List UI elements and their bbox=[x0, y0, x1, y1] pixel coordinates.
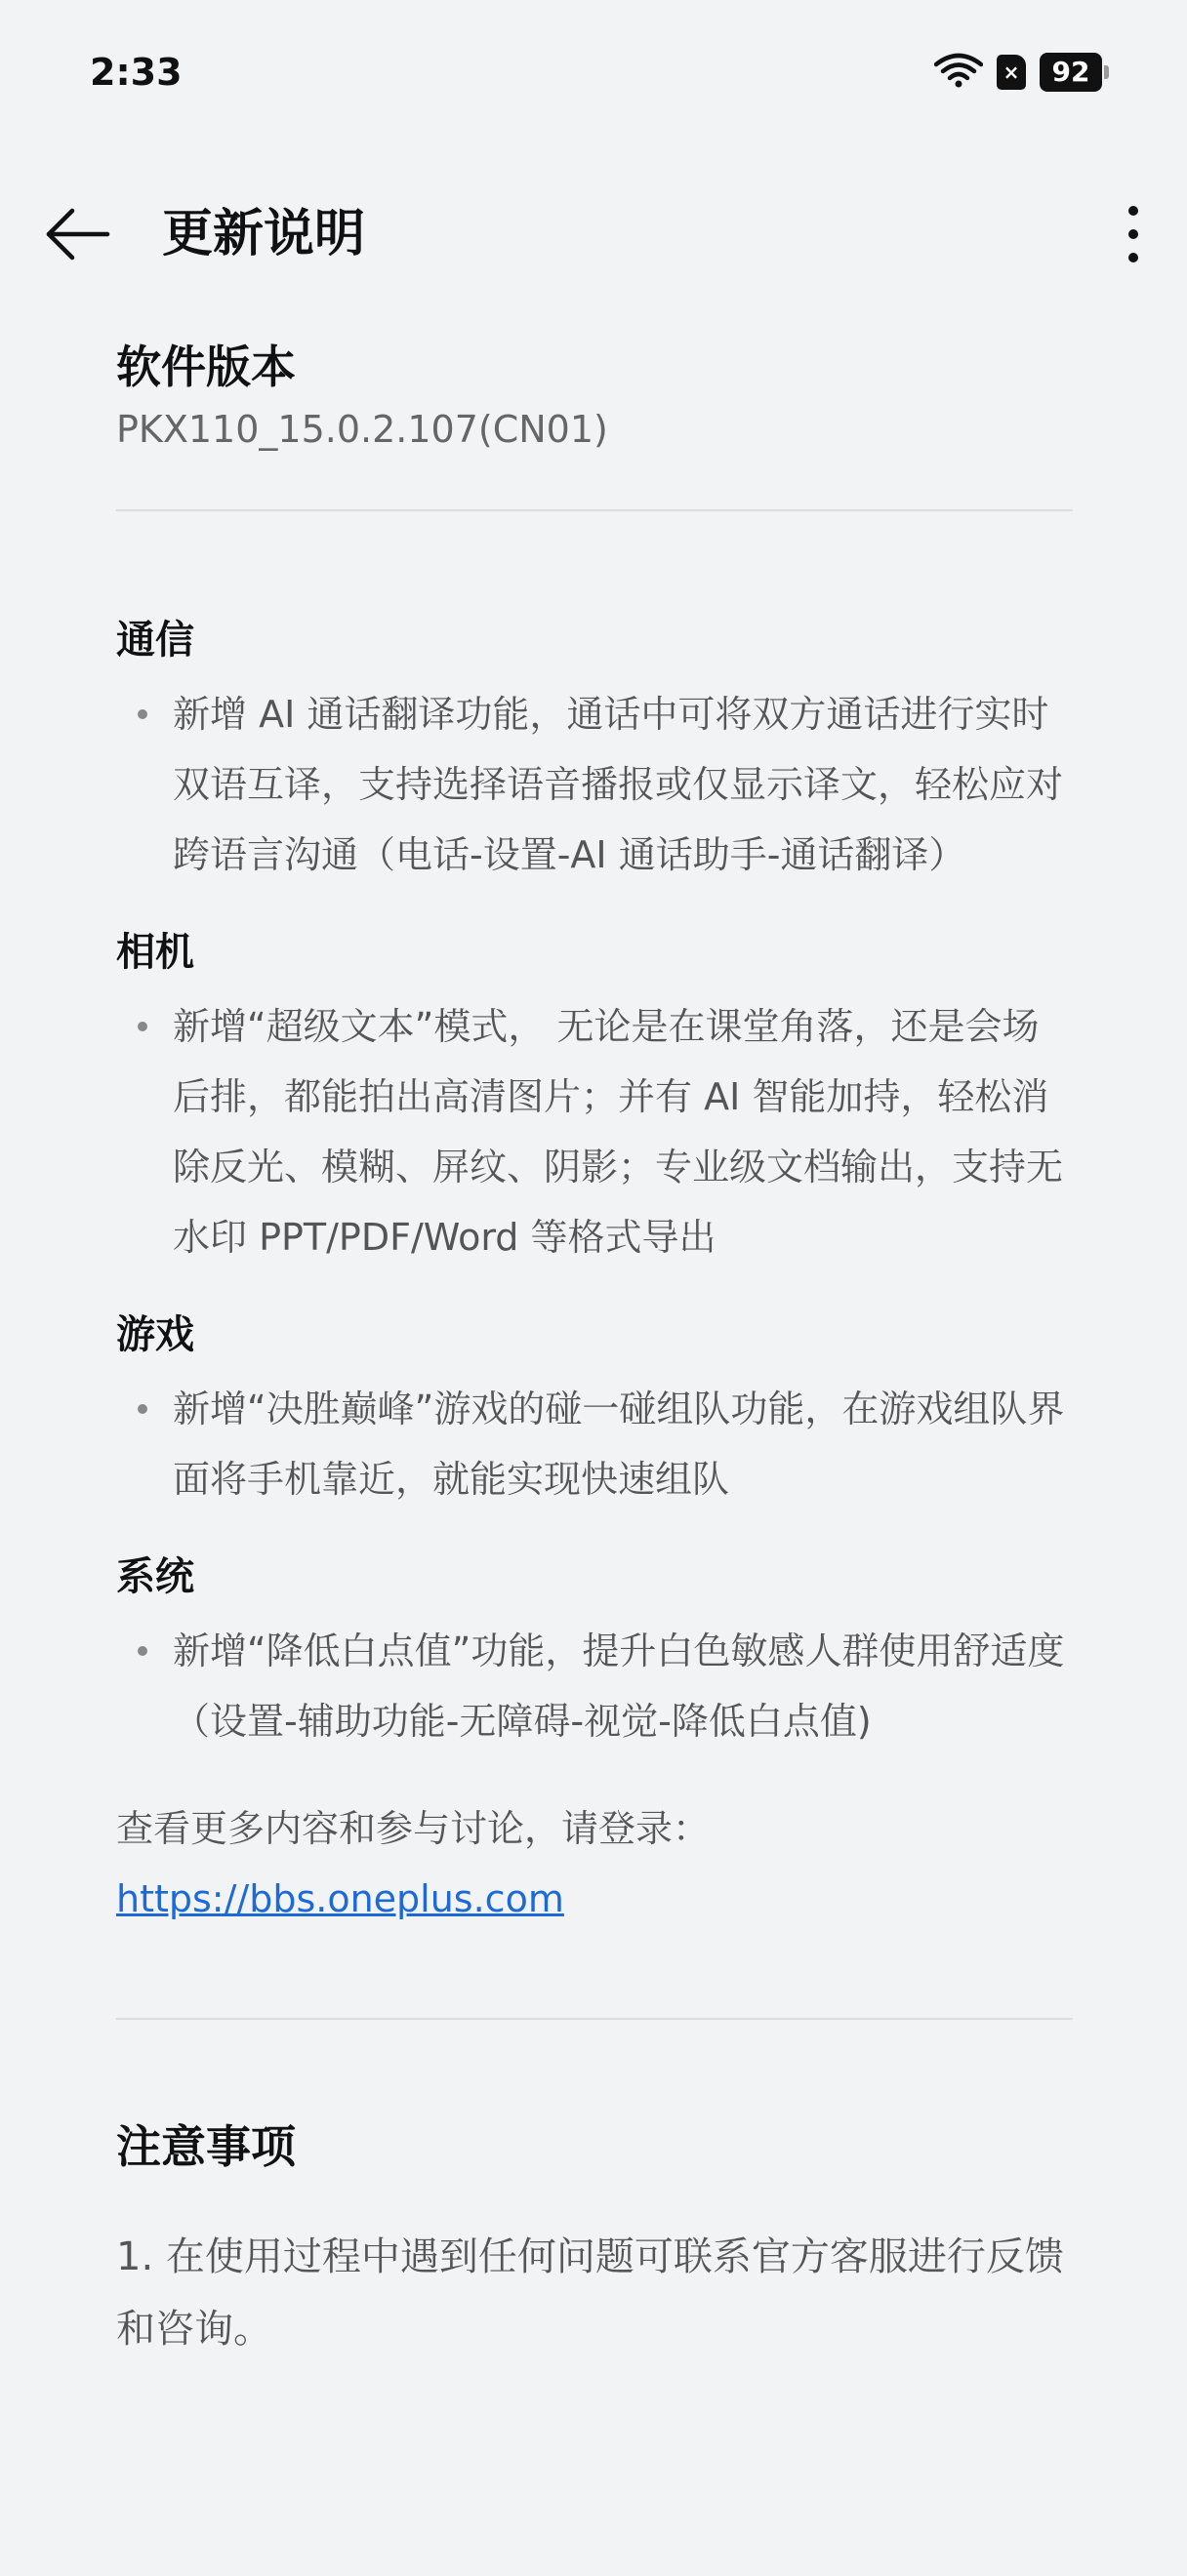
divider bbox=[116, 509, 1073, 511]
note-item: 1. 在使用过程中遇到任何问题可联系官方客服进行反馈和咨询。 bbox=[116, 2234, 1064, 2352]
wifi-icon bbox=[934, 53, 983, 92]
more-info-text: 查看更多内容和参与讨论，请登录： bbox=[116, 1807, 711, 1850]
bullet-icon bbox=[138, 1022, 147, 1031]
sections bbox=[116, 613, 1073, 1756]
status-icons bbox=[934, 53, 1109, 92]
notes-title: 注意事项 bbox=[116, 2120, 296, 2173]
list-item-text: 新增 AI 通话翻译功能，通话中可将双方通话进行实时双语互译，支持选择语音播报或仅显示译文，轻松应对跨语言沟通（电话-设置-AI 通话助手-通话翻译） bbox=[173, 693, 1064, 876]
battery-cap bbox=[1104, 65, 1109, 79]
section-game bbox=[116, 1308, 1073, 1514]
more-vertical-icon bbox=[1128, 206, 1138, 216]
app-bar bbox=[0, 185, 1187, 283]
release-notes-content bbox=[116, 336, 1073, 2365]
list-item bbox=[116, 991, 1073, 1272]
list-item-text: 新增“超级文本”模式， 无论是在课堂角落，还是会场后排，都能拍出高清图片；并有 AI 智能加持，轻松消除反光、模糊、屏纹、阴影；专业级文档输出，支持无水印 PPT/PDF/Word 等格式导出 bbox=[173, 1005, 1064, 1259]
section-title: 通信 bbox=[116, 618, 194, 663]
bullet-icon bbox=[138, 1404, 147, 1414]
section-title: 相机 bbox=[116, 930, 194, 975]
battery-level: 92 bbox=[1040, 53, 1102, 92]
version-title: 软件版本 bbox=[116, 341, 296, 393]
section-title: 系统 bbox=[116, 1554, 194, 1599]
arrow-left-icon bbox=[43, 205, 113, 263]
section-system bbox=[116, 1550, 1073, 1756]
list-item-text: 新增“降低白点值”功能，提升白色敏感人群使用舒适度（设置-辅助功能-无障碍-视觉-降低白点值) bbox=[173, 1630, 1065, 1743]
forum-link[interactable]: https://bbs.oneplus.com bbox=[116, 1877, 564, 1920]
battery-icon bbox=[1040, 53, 1109, 92]
more-options-button[interactable] bbox=[1109, 195, 1158, 273]
section-communication bbox=[116, 613, 1073, 890]
section-title: 游戏 bbox=[116, 1312, 194, 1357]
section-camera bbox=[116, 925, 1073, 1272]
bullet-icon bbox=[138, 709, 147, 719]
version-value: PKX110_15.0.2.107(CN01) bbox=[116, 408, 608, 451]
page-title: 更新说明 bbox=[162, 205, 366, 263]
status-bar bbox=[0, 0, 1187, 137]
sim-icon: × bbox=[997, 55, 1026, 90]
back-button[interactable] bbox=[43, 205, 113, 263]
bullet-icon bbox=[138, 1646, 147, 1656]
list-item bbox=[116, 1374, 1073, 1514]
list-item-text: 新增“决胜巅峰”游戏的碰一碰组队功能，在游戏组队界面将手机靠近，就能实现快速组队 bbox=[173, 1388, 1065, 1501]
list-item bbox=[116, 1616, 1073, 1756]
list-item bbox=[116, 679, 1073, 890]
status-time: 2:33 bbox=[90, 51, 183, 94]
divider bbox=[116, 2018, 1073, 2020]
